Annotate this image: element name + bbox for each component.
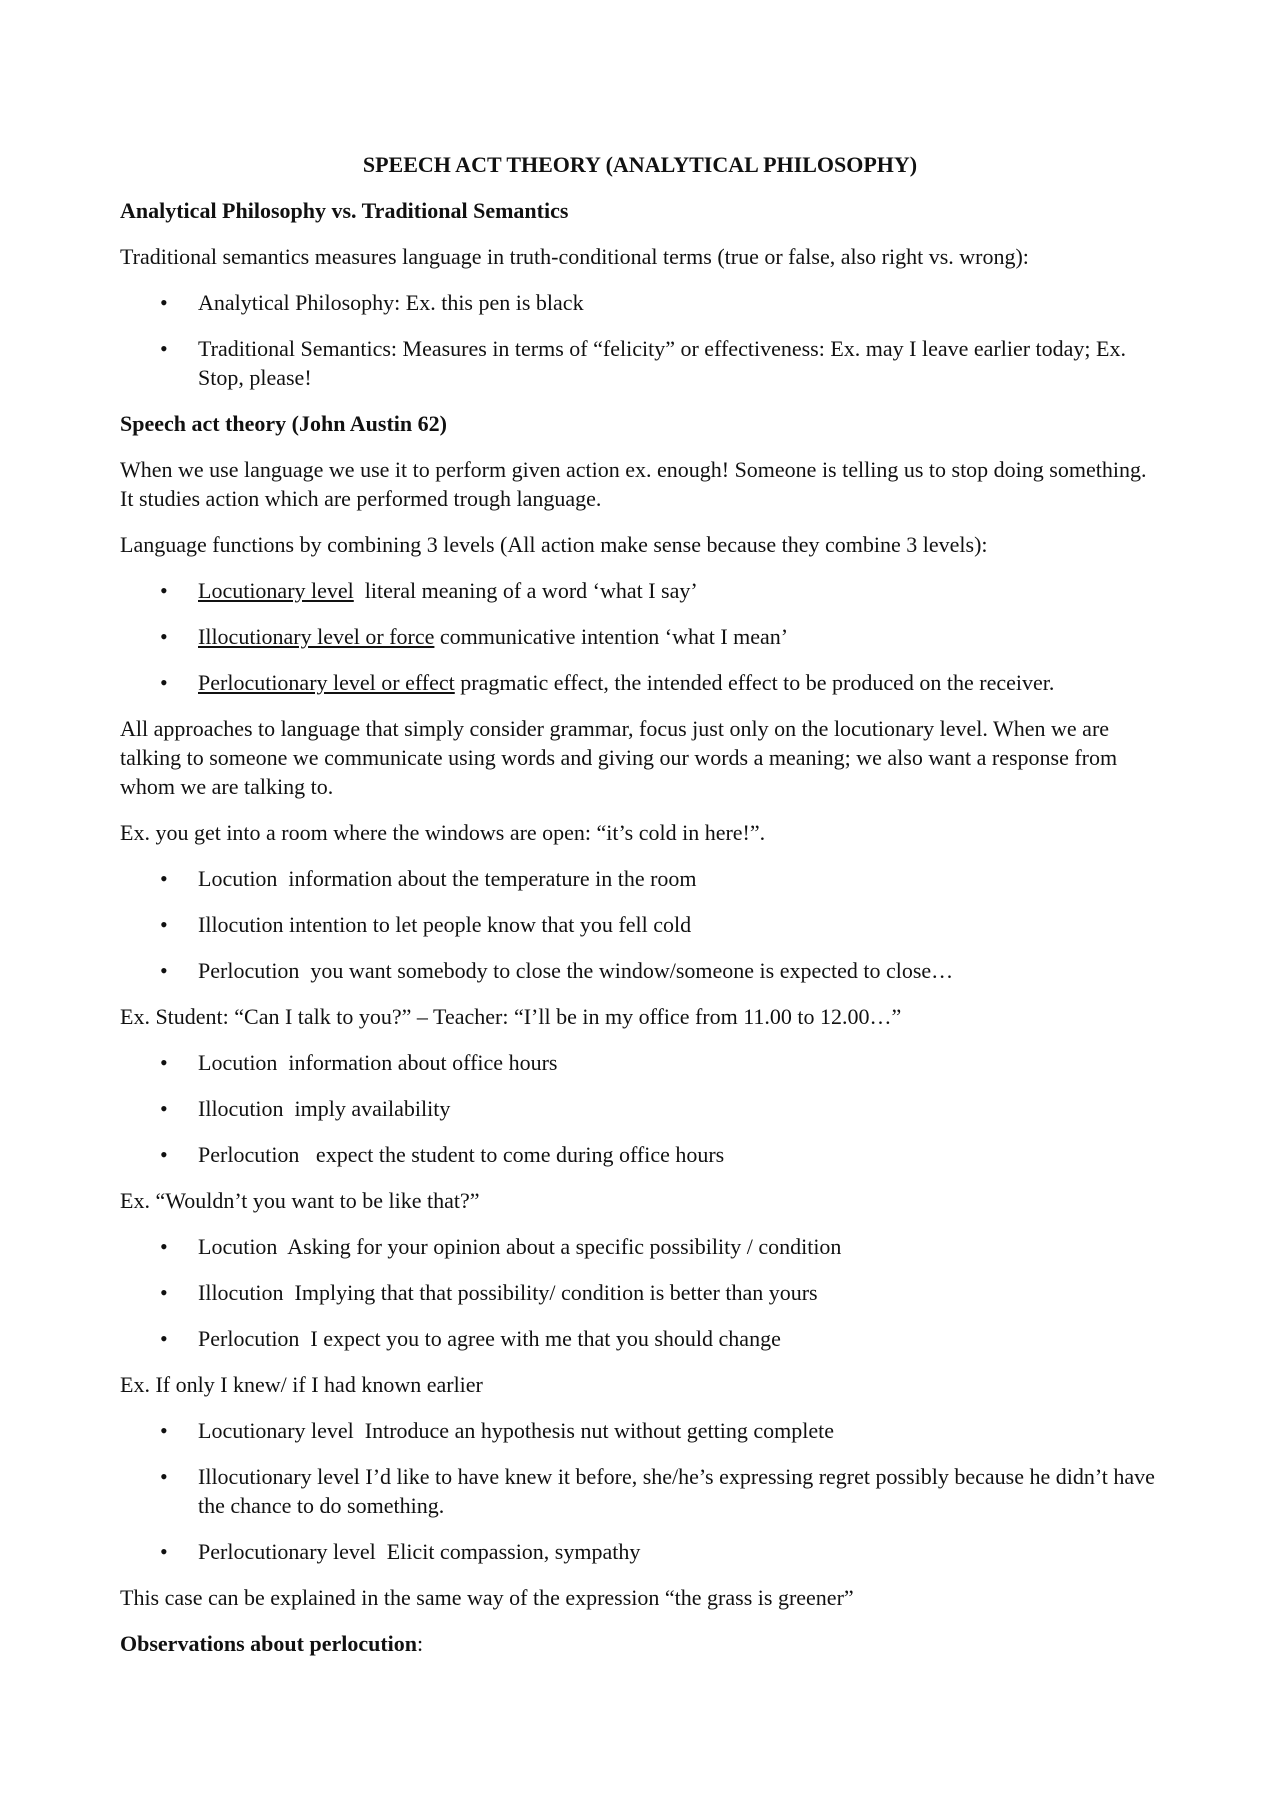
paragraph-grass-is-greener: This case can be explained in the same way of the expression “the grass is greener” — [120, 1585, 854, 1610]
list-item: • Perlocution expect the student to come during office hours — [160, 1142, 725, 1167]
bullet-marker: • — [160, 1050, 168, 1075]
list-item: • Perlocution I expect you to agree with me that you should change — [160, 1326, 781, 1351]
example-bullet-list — [120, 864, 1160, 985]
list-item: • Illocution imply availability — [160, 1096, 451, 1121]
bullet-marker: • — [160, 578, 168, 603]
list-item: • Locutionary level Introduce an hypothesis nut without getting complete — [160, 1418, 835, 1443]
bullet-list-semantics — [120, 288, 1160, 392]
bullet-marker: • — [160, 1096, 168, 1121]
section-heading-speech-act-theory: Speech act theory (John Austin 62) — [120, 411, 447, 436]
list-item: • Illocution intention to let people know that you fell cold — [160, 912, 692, 937]
observations-colon: : — [417, 1631, 424, 1656]
bullet-marker: • — [160, 912, 168, 937]
bullet-marker: • — [160, 1418, 168, 1443]
example-text: Ex. If only I knew/ if I had known earlier — [120, 1372, 483, 1397]
list-item: • Analytical Philosophy: Ex. this pen is black — [160, 290, 584, 315]
paragraph-use-of-language: When we use language we use it to perform given action ex. enough! Someone is telling us to stop doing something. It studies action which are performed trough language. — [120, 457, 1147, 511]
example-bullet-list — [120, 1048, 1160, 1169]
list-item: • Illocution Implying that that possibility/ condition is better than yours — [160, 1280, 818, 1305]
bullet-marker: • — [160, 670, 168, 695]
example-text: Ex. “Wouldn’t you want to be like that?” — [120, 1188, 480, 1213]
bullet-marker: • — [160, 866, 168, 891]
observations-heading — [120, 1629, 1160, 1658]
list-item: • Locution information about the temperature in the room — [160, 866, 697, 891]
bullet-marker: • — [160, 290, 168, 315]
bullet-marker: • — [160, 1464, 168, 1489]
level-description: pragmatic effect, the intended effect to be produced on the receiver. — [454, 670, 1055, 695]
example-text: Ex. you get into a room where the windows are open: “it’s cold in here!”. — [120, 820, 766, 845]
bullet-list-levels — [120, 576, 1160, 697]
list-item — [120, 576, 1160, 605]
section-heading-analytical-vs-traditional: Analytical Philosophy vs. Traditional Semantics — [120, 198, 569, 223]
bullet-marker: • — [160, 1142, 168, 1167]
bullet-marker: • — [160, 958, 168, 983]
level-term: Perlocutionary level or effect — [198, 670, 455, 695]
bullet-marker: • — [160, 1539, 168, 1564]
bullet-marker: • — [160, 624, 168, 649]
paragraph-three-levels: Language functions by combining 3 levels (All action make sense because they combine 3 levels): — [120, 532, 988, 557]
list-item: • Locution information about office hours — [160, 1050, 558, 1075]
level-description: communicative intention ‘what I mean’ — [434, 624, 789, 649]
paragraph-approaches-grammar: All approaches to language that simply consider grammar, focus just only on the locutionary level. When we are talking to someone we communicate using words and giving our words a meaning; we also want a response from whom we are talking to. — [120, 716, 1118, 799]
bullet-marker: • — [160, 336, 168, 361]
observations-label: Observations about perlocution — [120, 1631, 418, 1656]
level-term: Locutionary level — [198, 578, 354, 603]
level-term: Illocutionary level or force — [198, 624, 435, 649]
document-title: SPEECH ACT THEORY (ANALYTICAL PHILOSOPHY) — [362, 152, 918, 177]
list-item: • Traditional Semantics: Measures in terms of “felicity” or effectiveness: Ex. may I leave earlier today; Ex. Stop, please! — [160, 336, 1126, 390]
example-bullet-list — [120, 1232, 1160, 1353]
list-item: • Illocutionary level I’d like to have knew it before, she/he’s expressing regret possibly because he didn’t have the chance to do something. — [160, 1464, 1155, 1518]
list-item — [120, 668, 1160, 697]
example-bullet-list — [120, 1416, 1160, 1566]
list-item: • Perlocution you want somebody to close the window/someone is expected to close… — [160, 958, 954, 983]
example-text: Ex. Student: “Can I talk to you?” – Teacher: “I’ll be in my office from 11.00 to 12.00…” — [120, 1004, 902, 1029]
bullet-marker: • — [160, 1234, 168, 1259]
list-item: • Locution Asking for your opinion about a specific possibility / condition — [160, 1234, 842, 1259]
bullet-marker: • — [160, 1280, 168, 1305]
bullet-marker: • — [160, 1326, 168, 1351]
level-description: literal meaning of a word ‘what I say’ — [353, 578, 698, 603]
list-item: • Perlocutionary level Elicit compassion, sympathy — [160, 1539, 641, 1564]
paragraph-traditional-semantics: Traditional semantics measures language in truth-conditional terms (true or false, also right vs. wrong): — [120, 244, 1029, 269]
list-item — [120, 622, 1160, 651]
